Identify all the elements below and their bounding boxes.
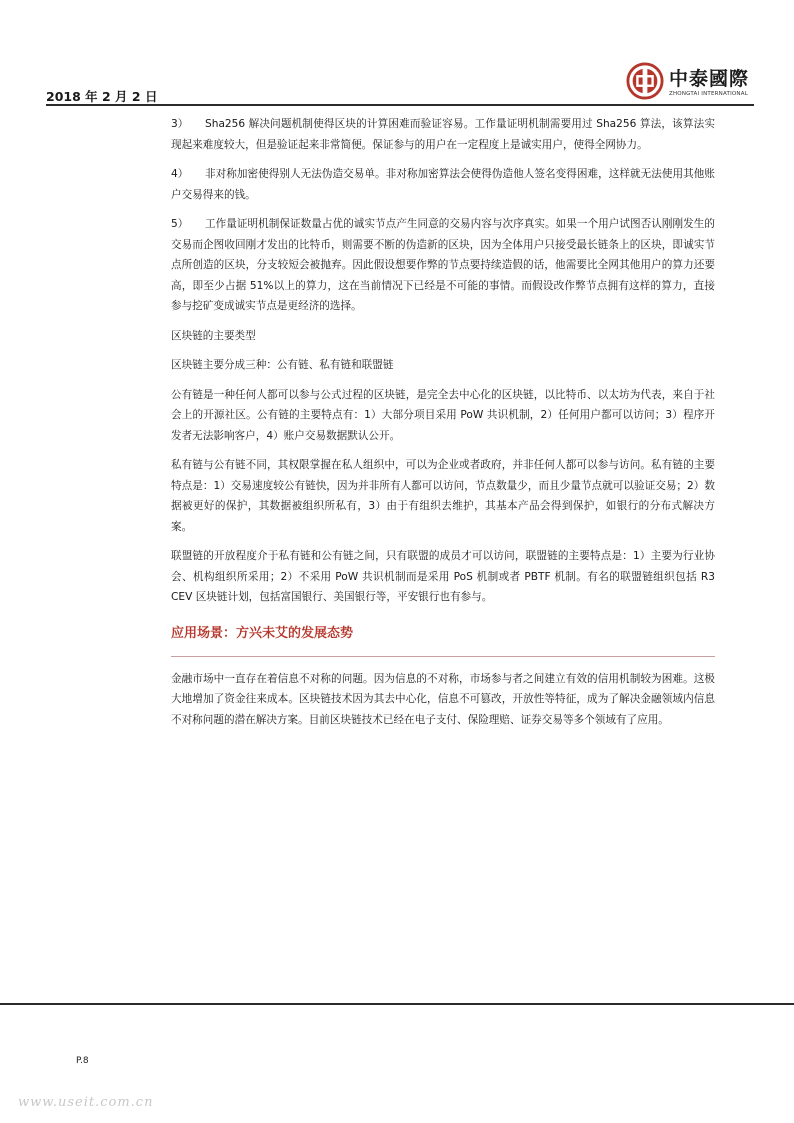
private-chain-paragraph: 私有链与公有链不同，其权限掌握在私人组织中，可以为企业或者政府，并非任何人都可以参与访问。私有链的主要特点是：1）交易速度较公有链快，因为并非所有人都可以访问，节点数量少，而且少量节点就可以验证交易；2）数据被更好的保护，其数据被组织所私有，3）由于有组织去维护，其基本产品会得到保护，如银行的分布式解决方案。 <box>171 459 715 533</box>
report-date: 2018 年 2 月 2 日 <box>46 89 158 104</box>
watermark: www.useit.com.cn <box>18 1095 154 1110</box>
section-body: 金融市场中一直存在着信息不对称的问题。因为信息的不对称，市场参与者之间建立有效的信用机制较为困难。这极大地增加了资金往来成本。区块链技术因为其去中心化，信息不可篡改，开放性等特征，成为了解决金融领域内信息不对称问题的潜在解决方案。目前区块链技术已经在电子支付、保险理赔、证券交易等多个领域有了应用。 <box>171 672 715 726</box>
list-item-text: Sha256 解决问题机制使得区块的计算困难而验证容易。工作量证明机制需要用过 Sha256 算法，该算法实现起来难度较大，但是验证起来非常简便。保证参与的用户在一定程度上是诚实用户，使得全网协力。 <box>171 118 715 151</box>
header-divider <box>46 104 754 106</box>
list-item <box>171 214 715 317</box>
list-item-number: 4） <box>171 168 189 180</box>
section-title: 应用场景：方兴未艾的发展态势 <box>171 625 354 641</box>
logo-chinese-text: 中泰國際 <box>669 68 750 90</box>
logo-english-text: ZHONGTAI INTERNATIONAL <box>669 91 748 97</box>
consortium-chain-paragraph: 联盟链的开放程度介于私有链和公有链之间，只有联盟的成员才可以访问，联盟链的主要特点是：1）主要为行业协会、机构组织所采用；2）不采用 PoW 共识机制而是采用 PoS 机制或者 PBTF 机制。有名的联盟链组织包括 R3 CEV 区块链计划，包括富国银行、美国银行等，平安银行也有参与。 <box>171 550 715 603</box>
list-item-text: 工作量证明机制保证数量占优的诚实节点产生同意的交易内容与次序真实。如果一个用户试图否认刚刚发生的交易而企图收回刚才发出的比特币，则需要不断的伪造新的区块，因为全体用户只接受最长链条上的区块，即诚实节点所创造的区块，分支较短会被抛弃。因此假设想要作弊的节点要持续造假的话，他需要比全网其他用户的算力还要高，即至少占据 51%以上的算力，这在当前情况下已经是不可能的事情。而假设改作弊节点拥有这样的算力，直接参与挖矿变成诚实节点是更经济的选择。 <box>171 218 715 312</box>
page-header <box>46 58 754 106</box>
types-heading: 区块链的主要类型 <box>171 329 256 342</box>
list-item <box>171 114 715 155</box>
page-content <box>171 114 715 739</box>
zhongtai-logo-icon <box>626 62 664 100</box>
list-item-number: 3） <box>171 118 189 130</box>
zhongtai-logo <box>626 62 748 102</box>
list-item-number: 5） <box>171 218 189 230</box>
page-number: P.8 <box>76 1056 89 1066</box>
list-item-text: 非对称加密使得别人无法伪造交易单。非对称加密算法会使得伪造他人签名变得困难，这样就无法使用其他账户交易得来的钱。 <box>171 168 715 201</box>
public-chain-paragraph: 公有链是一种任何人都可以参与公式过程的区块链，是完全去中心化的区块链，以比特币、以太坊为代表，来自于社会上的开源社区。公有链的主要特点有：1）大部分项目采用 PoW 共识机制，2）任何用户都可以访问；3）程序开发者无法影响客户，4）账户交易数据默认公开。 <box>171 388 715 442</box>
footer-divider <box>0 1003 794 1005</box>
section-divider <box>171 656 715 657</box>
list-item <box>171 164 715 205</box>
types-intro: 区块链主要分成三种：公有链、私有链和联盟链 <box>171 359 394 371</box>
